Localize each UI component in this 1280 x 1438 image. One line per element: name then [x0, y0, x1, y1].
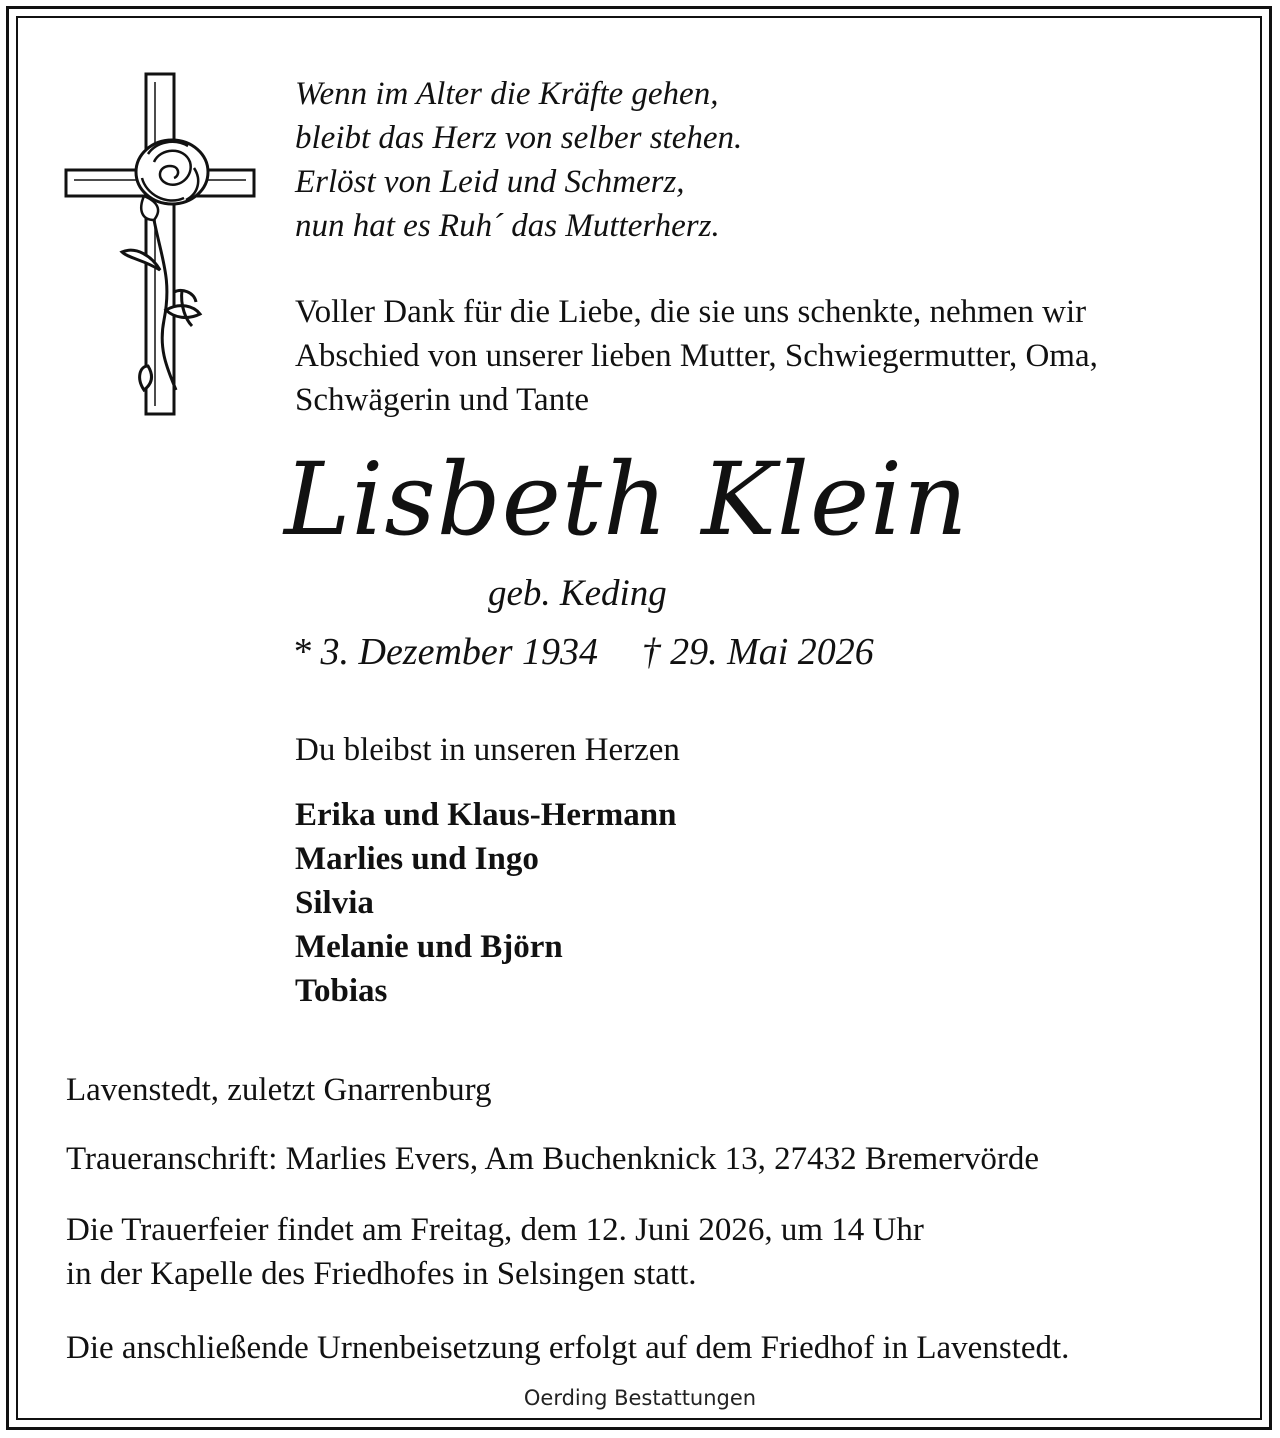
life-dates: [292, 628, 874, 676]
mourner: Melanie und Björn: [295, 929, 563, 965]
mourners-list: [295, 793, 676, 1013]
deceased-name: Lisbeth Klein: [284, 441, 969, 558]
mourner: Marlies und Ingo: [295, 841, 539, 877]
intro-line: Voller Dank für die Liebe, die sie uns schenkte, nehmen wir: [295, 294, 1087, 330]
poem: [295, 72, 742, 248]
poem-line: bleibt das Herz von selber stehen.: [295, 120, 743, 156]
ceremony-line: in der Kapelle des Friedhofes in Selsingen statt.: [66, 1256, 697, 1292]
ceremony-line: Die Trauerfeier findet am Freitag, dem 12. Juni 2026, um 14 Uhr: [66, 1212, 924, 1248]
place-text: Lavenstedt, zuletzt Gnarrenburg: [66, 1072, 492, 1108]
remain-text: Du bleibst in unseren Herzen: [295, 732, 680, 768]
poem-line: nun hat es Ruh´ das Mutterherz.: [295, 208, 720, 244]
intro-line: Abschied von unserer lieben Mutter, Schwiegermutter, Oma,: [295, 338, 1098, 374]
burial-text: Die anschließende Urnenbeisetzung erfolgt auf dem Friedhof in Lavenstedt.: [66, 1330, 1070, 1366]
poem-line: Wenn im Alter die Kräfte gehen,: [295, 76, 719, 112]
maiden-name: geb. Keding: [488, 573, 667, 614]
footer-credit: Oerding Bestattungen: [523, 1386, 757, 1410]
death-date: † 29. Mai 2026: [641, 631, 874, 673]
mourner: Silvia: [295, 885, 374, 921]
mourner: Tobias: [295, 973, 388, 1009]
address-text: Traueranschrift: Marlies Evers, Am Buchenknick 13, 27432 Bremervörde: [66, 1141, 1039, 1177]
birth-date: * 3. Dezember 1934: [292, 631, 599, 673]
intro-text: [295, 290, 1098, 422]
cross-with-rose-icon: [62, 70, 258, 420]
mourner: Erika und Klaus-Hermann: [295, 797, 677, 833]
intro-line: Schwägerin und Tante: [295, 382, 590, 418]
poem-line: Erlöst von Leid und Schmerz,: [295, 164, 685, 200]
ceremony-text: [66, 1208, 924, 1296]
